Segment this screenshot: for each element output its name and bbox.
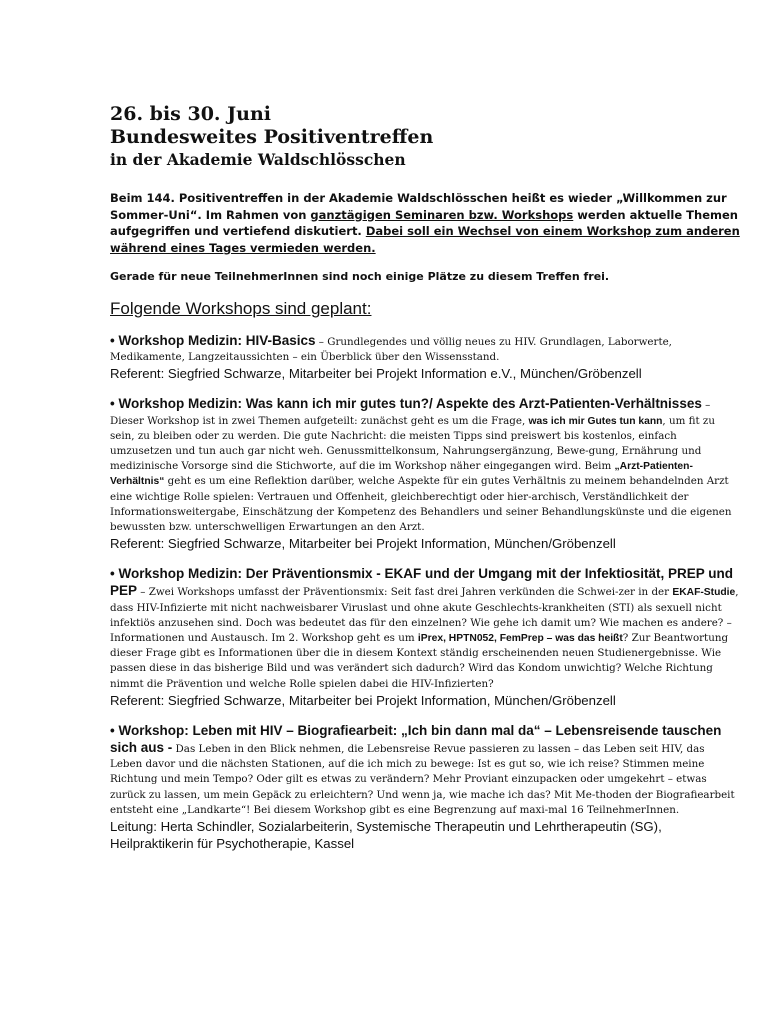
workshop-2-desc-3: geht es um eine Reflektion darüber, welche Aspekte für ein gutes Verhältnis zu meinem behandelnden Arzt eine wichtige Rolle spielen: Vertrauen und Offenheit, gleichberechtigt oder hier-archisch, Verständlichkeit der Informationsweitergabe, Einschätzung der Kompetenz des Behandlers und seiner Behandlungskünste und die eigenen bewussten bzw. unterschwelligen Erwartungen an den Arzt. [110,475,732,534]
workshop-3-desc-3: ? Zur Beantwortung dieser Frage gibt es Informationen über die in diesem Kontext ständig erscheinenden neuen Studienergebnisse. Wie passen diese in das bisherige Bild und was verändert sich dadurch? Wird das Kondom unwichtig? Welche Richtung nimmt die Prävention und welche Rolle spielen dabei die HIV-Infizierten? [110,632,729,690]
workshop-3-bold-2: iPrex, HPTN052, FemPrep – was das heißt [417,633,623,645]
intro-text-2: werden aktuelle Themen aufgegriffen und vertiefend diskutiert. [110,207,738,238]
workshop-2-referent: Referent: Siegfried Schwarze, Mitarbeiter bei Projekt Information, München/Gröbenzell [110,536,616,552]
event-date: 26. bis 30. Juni [110,103,271,125]
workshop-2-text [110,396,740,535]
event-subtitle: in der Akademie Waldschlösschen [110,150,406,169]
intro-paragraph [110,190,740,256]
workshop-3-desc-2: , dass HIV-Infizierte mit nicht nachweisbarer Viruslast und ohne akute Geschlechts-krankheiten (STI) als sexuell nicht infektiös anzusehen sind. Doch was bedeutet das für den einzelnen? Wie gehe ich damit um? Wie machen es andere? – Informationen und Austausch. Im 2. Workshop geht es um [110,586,739,645]
workshop-3 [110,566,740,709]
intro-text-1: Beim 144. Positiventreffen in der Akademie Waldschlösschen heißt es wieder „Willkommen zur Sommer-Uni“. Im Rahmen von [110,191,727,222]
workshop-1-title: • Workshop Medizin: HIV-Basics [110,333,316,348]
workshop-1-sep: – [315,336,328,348]
event-title: Bundesweites Positiventreffen [110,126,434,148]
workshop-1-referent: Referent: Siegfried Schwarze, Mitarbeiter bei Projekt Information e.V., München/Gröbenzell [110,366,642,382]
workshop-2-bold-1: was ich mir Gutes tun kann [528,415,663,427]
workshop-4-desc: Das Leben in den Blick nehmen, die Lebensreise Revue passieren zu lassen – das Leben seit HIV, das Leben davor und die nächsten Stationen, auf die ich mich zu bewege: Ist es gut so, wie ich reise? Stimmen meine Richtung und mein Tempo? Oder gilt es etwas zu verändern? Mehr Proviant einzupacken oder umgekehrt – etwas zurück zu lassen, um mein Gepäck zu erleichtern? Und wenn ja, wie mache ich das? Mit Me-thoden der Biografiearbeit entsteht eine „Landkarte“! Bei diesem Workshop gibt es eine Begrenzung auf maxi-mal 16 TeilnehmerInnen. [110,743,735,816]
workshop-3-desc-1: – Zwei Workshops umfasst der Präventionsmix: Seit fast drei Jahren verkünden die Schwei-zer in der [137,586,673,599]
workshop-4 [110,723,740,852]
workshop-3-title: • Workshop Medizin: Der Präventionsmix - EKAF und der Umgang mit der Infektiosität, PREP und PEP [110,566,734,599]
workshop-4-leader: Leitung: Herta Schindler, Sozialarbeiterin, Systemische Therapeutin und Lehrtherapeutin (SG), Heilpraktikerin für Psychotherapie, Kassel [110,819,662,852]
workshop-2-bold-2: „Arzt-Patienten-Verhältnis“ [110,461,693,488]
workshop-3-referent: Referent: Siegfried Schwarze, Mitarbeiter bei Projekt Information, München/Gröbenzell [110,692,616,708]
availability-note: Gerade für neue TeilnehmerInnen sind noch einige Plätze zu diesem Treffen frei. [110,270,610,283]
workshop-3-text [110,566,740,692]
workshop-4-text [110,723,740,818]
workshop-1-text [110,333,740,365]
workshop-1 [110,333,740,382]
workshop-2-title: • Workshop Medizin: Was kann ich mir gutes tun?/ Aspekte des Arzt-Patienten-Verhältnisses [110,396,702,412]
workshop-2-desc-2: , um fit zu sein, zu bleiben oder zu werden. Die gute Nachricht: die meisten Tipps sind preiswert bis kostenlos, einfach umzusetzen und tun auch gar nicht weh. Genussmittelkonsum, Nahrungsergänzung, Bewe-gung, Ernährung und medizinische Vorsorge sind die Stichworte, auf die im Workshop näher eingegangen wird. Beim [110,414,715,473]
workshop-2 [110,396,740,552]
workshop-1-desc: Grundlegendes und völlig neues zu HIV. Grundlagen, Laborwerte, Medikamente, Langzeitaussichten – ein Überblick über den Wissensstand. [110,336,672,364]
document-content [110,103,740,852]
workshop-2-desc-1: – Dieser Workshop ist in zwei Themen aufgeteilt: zunächst geht es um die Frage, [110,399,711,427]
workshops-heading: Folgende Workshops sind geplant: [110,299,372,318]
intro-underline-2: Dabei soll ein Wechsel von einem Workshop zum anderen während eines Tages vermieden werden. [110,224,740,255]
workshop-3-bold-1: EKAF-Studie [672,587,736,599]
intro-underline-1: ganztägigen Seminaren bzw. Workshops [310,207,574,222]
workshop-4-title: • Workshop: Leben mit HIV – Biografiearbeit: „Ich bin dann mal da“ – Lebensreisende tauschen sich aus - [110,722,722,756]
